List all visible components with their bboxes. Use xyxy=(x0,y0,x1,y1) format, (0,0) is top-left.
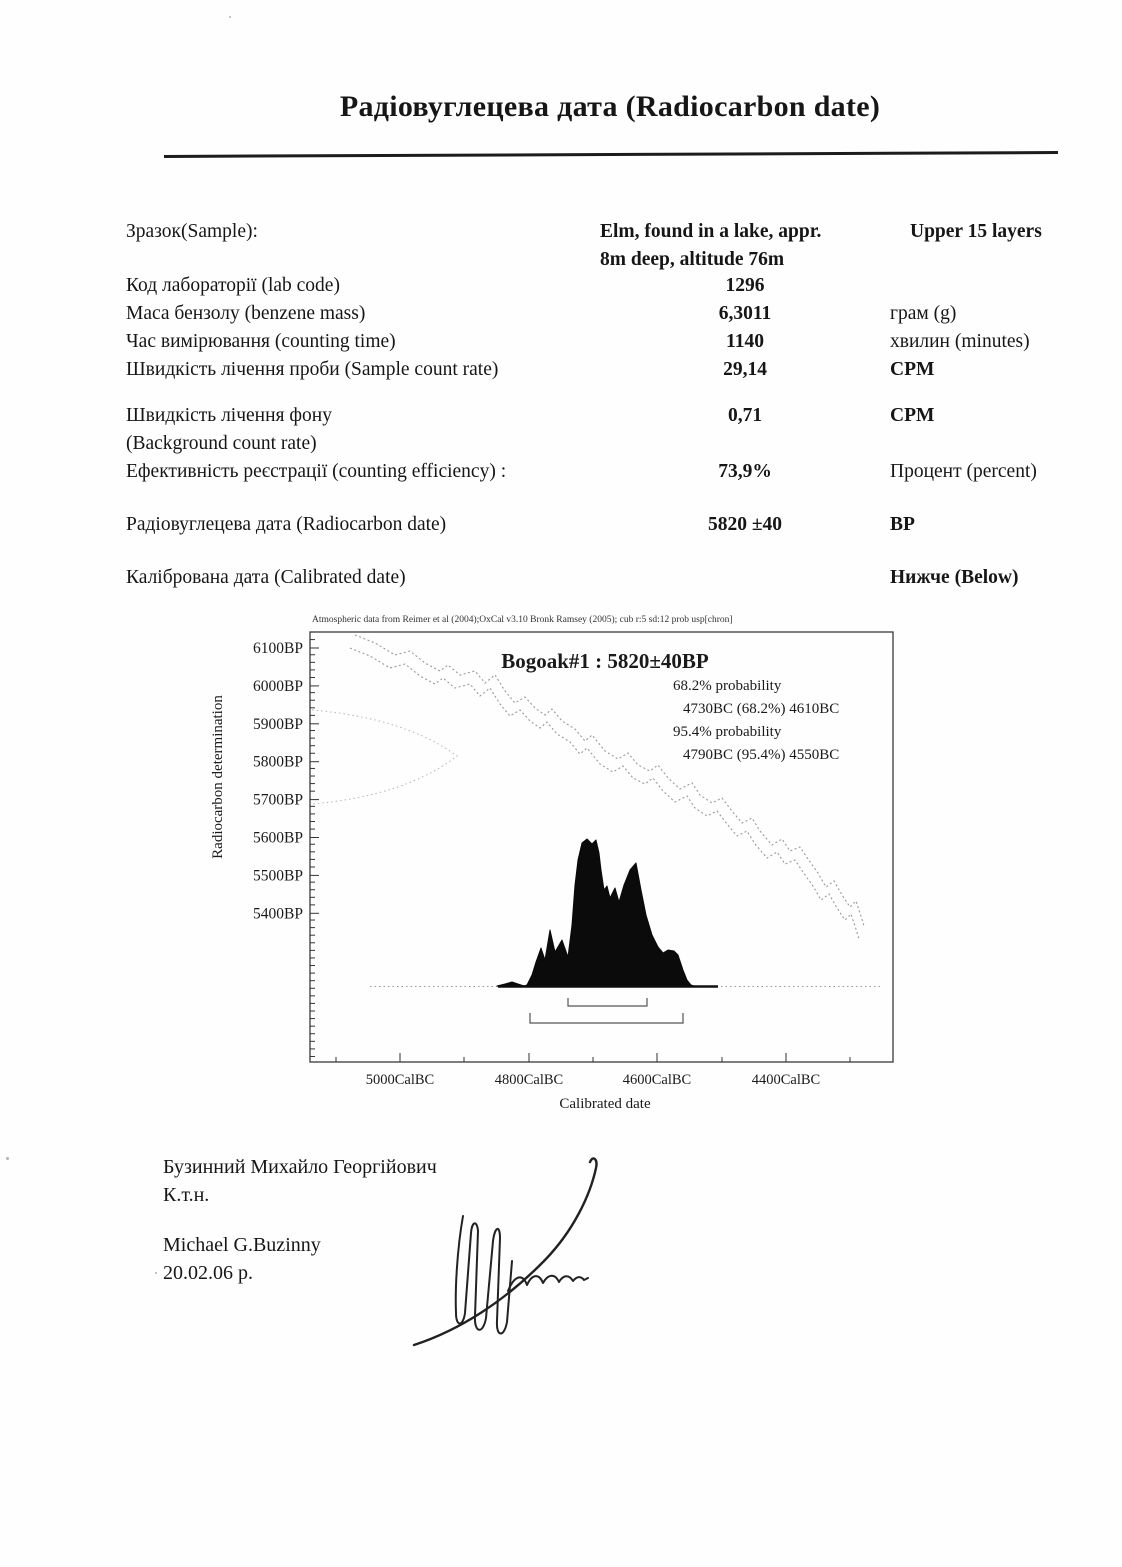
tick-label: 5000CalBC xyxy=(365,1072,435,1088)
field-unit: хвилин (minutes) xyxy=(890,331,1030,352)
field-row-background-count-rate xyxy=(126,402,1070,458)
field-unit: Процент (percent) xyxy=(890,461,1037,482)
tick-label: 5600BP xyxy=(253,829,303,847)
field-row-counting-efficiency xyxy=(126,458,1070,486)
field-value xyxy=(600,564,890,592)
calibration-chart xyxy=(200,606,900,1136)
field-value: Elm, found in a lake, appr. 8m deep, altitude 76m xyxy=(600,221,822,270)
tick-label: 4800CalBC xyxy=(494,1072,564,1088)
field-label: Час вимірювання (counting time) xyxy=(126,331,396,352)
tick-label: 6000BP xyxy=(253,677,303,695)
tick-label: 4600CalBC xyxy=(622,1072,692,1088)
scan-speck xyxy=(155,1272,157,1274)
scan-speck xyxy=(229,16,231,18)
field-label: Радіовуглецева дата (Radiocarbon date) xyxy=(126,514,447,535)
field-label: Ефективність реєстрації (counting efficiency) : xyxy=(126,461,507,482)
title-underline xyxy=(164,151,1058,158)
tick-label: 5900BP xyxy=(253,715,303,733)
field-label: Калібрована дата (Calibrated date) xyxy=(126,567,406,588)
x-axis-label: Calibrated date xyxy=(559,1096,651,1112)
field-label: Маса бензолу (benzene mass) xyxy=(126,303,366,324)
range-bracket-68 xyxy=(568,998,647,1006)
field-value: 1296 xyxy=(725,275,765,296)
probability-line: 68.2% probability xyxy=(673,678,782,694)
field-row-sample xyxy=(126,218,1070,274)
scan-speck xyxy=(6,1157,9,1160)
field-unit: CPM xyxy=(890,405,935,426)
page-title: Радіовуглецева дата (Radiocarbon date) xyxy=(339,90,881,123)
tick-label: 4400CalBC xyxy=(751,1072,821,1088)
chart-attribution: Atmospheric data from Reimer et al (2004);OxCal v3.10 Bronk Ramsey (2005); cub r:5 sd:12 prob usp[chron] xyxy=(312,615,733,625)
field-unit: Upper 15 layers xyxy=(910,221,1042,242)
tick-label: 6100BP xyxy=(253,640,303,657)
field-unit: BP xyxy=(890,514,915,535)
signature-stroke xyxy=(456,1216,512,1334)
field-row-lab-code xyxy=(126,272,1070,300)
field-row-radiocarbon-date xyxy=(126,511,1070,539)
range-bracket-95 xyxy=(530,1013,683,1023)
field-label: Швидкість лічення проби (Sample count rate) xyxy=(126,359,499,380)
field-unit: CPM xyxy=(890,359,935,380)
field-row-calibrated-date xyxy=(126,564,1070,592)
tick-label: 5800BP xyxy=(253,753,303,771)
field-value: 5820 ±40 xyxy=(707,514,783,535)
calibrated-probability-distribution xyxy=(497,839,694,986)
probability-line: 4790BC (95.4%) 4550BC xyxy=(683,747,840,763)
signature-date: 20.02.06 р. xyxy=(163,1262,253,1284)
field-row-benzene-mass xyxy=(126,300,1070,328)
probability-line: 4730BC (68.2%) 4610BC xyxy=(683,701,840,717)
field-value: 73,9% xyxy=(718,461,772,482)
field-label: Код лабораторії (lab code) xyxy=(126,275,340,296)
field-value: 0,71 xyxy=(727,405,763,426)
field-unit: Нижче (Below) xyxy=(890,567,1019,588)
field-value: 29,14 xyxy=(723,359,767,380)
field-label: Швидкість лічення фону (Background count rate) xyxy=(126,405,332,454)
field-label: Зразок(Sample): xyxy=(126,221,258,242)
radiocarbon-age-distribution xyxy=(312,710,457,804)
signatory-degree: К.т.н. xyxy=(163,1184,210,1206)
y-axis-label: Radiocarbon determination xyxy=(210,695,226,859)
field-row-counting-time xyxy=(126,328,1070,356)
tick-label: 5500BP xyxy=(253,867,303,885)
chart-title: Bogoak#1 : 5820±40BP xyxy=(501,649,709,673)
handwritten-signature xyxy=(400,1138,720,1363)
field-unit: грам (g) xyxy=(890,303,957,324)
signatory-name-uk: Бузинний Михайло Георгійович xyxy=(163,1156,437,1178)
tick-label: 5400BP xyxy=(253,905,303,923)
field-row-sample-count-rate xyxy=(126,356,1070,384)
field-value: 6,3011 xyxy=(718,303,772,324)
tick-label: 5700BP xyxy=(253,791,303,809)
plot-frame xyxy=(310,632,893,1062)
probability-line: 95.4% probability xyxy=(673,724,782,740)
signatory-name-en: Michael G.Buzinny xyxy=(163,1234,321,1256)
field-value: 1140 xyxy=(726,331,764,352)
calibration-curve xyxy=(355,635,864,926)
field-unit xyxy=(890,272,1070,300)
signature-stroke xyxy=(414,1158,596,1345)
